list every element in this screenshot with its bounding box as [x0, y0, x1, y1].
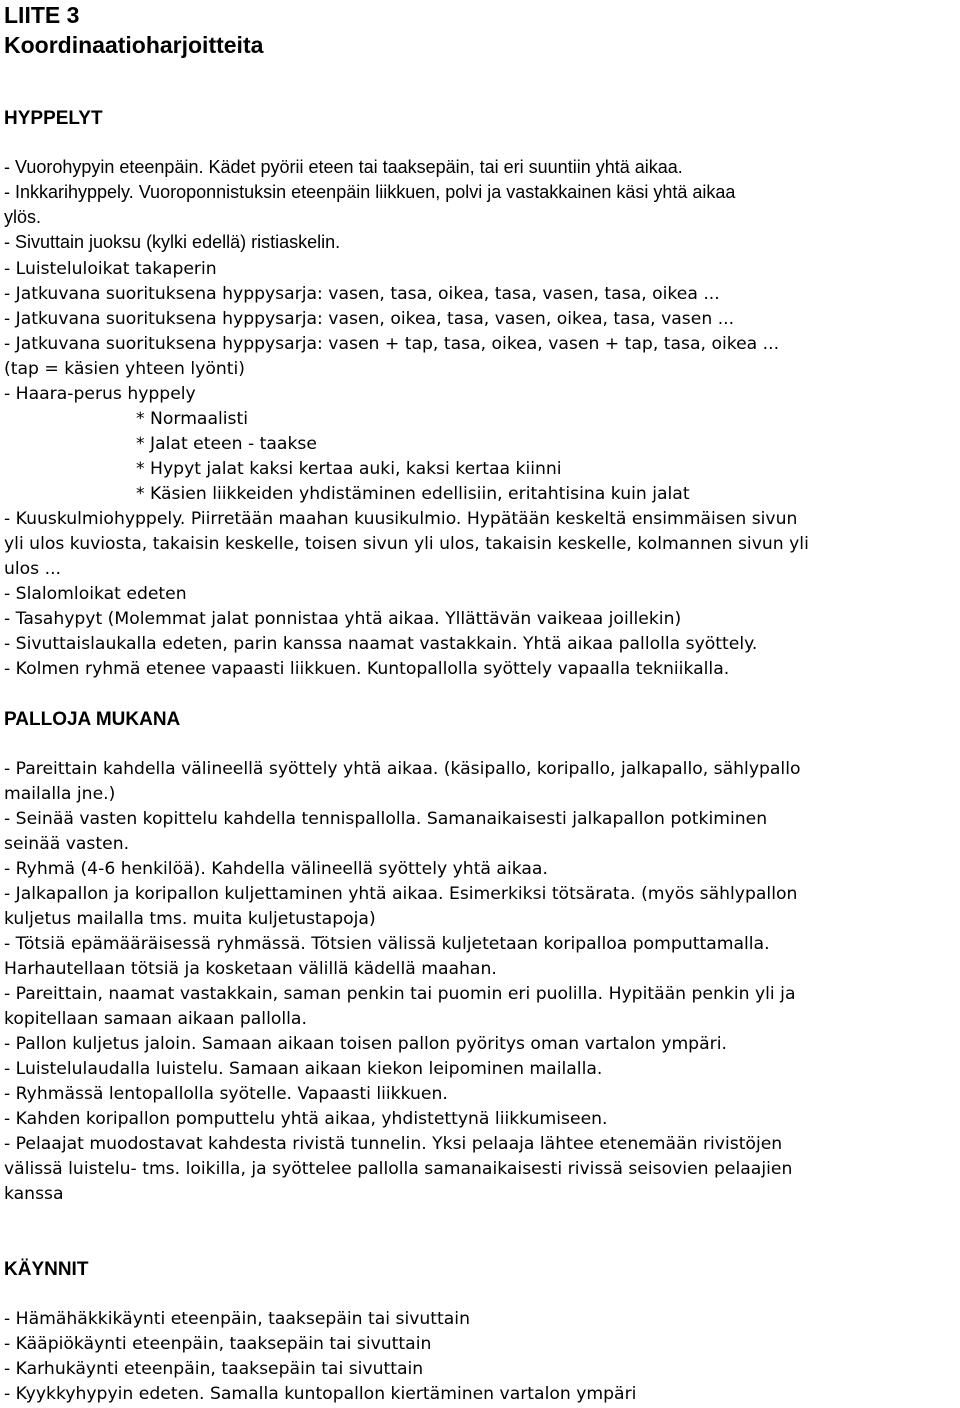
text-line: kopitellaan samaan aikaan pallolla.	[4, 1009, 307, 1029]
text-line: kanssa	[4, 1184, 64, 1204]
text-line: (tap = käsien yhteen lyönti)	[4, 359, 245, 379]
text-line: - Pareittain kahdella välineellä syöttely yhtä aikaa. (käsipallo, koripallo, jalkapallo, sählypallo	[4, 759, 801, 779]
text-line: * Hypyt jalat kaksi kertaa auki, kaksi kertaa kiinni	[136, 459, 562, 479]
text-line: - Slalomloikat edeten	[4, 584, 187, 604]
text-line: mailalla jne.)	[4, 784, 116, 804]
text-line: - Luistelulaudalla luistelu. Samaan aikaan kiekon leipominen mailalla.	[4, 1059, 603, 1079]
section-body-kaynnit	[4, 1307, 960, 1407]
text-line: - Pelaajat muodostavat kahdesta rivistä tunnelin. Yksi pelaaja lähtee etenemään rivistöjen	[4, 1134, 783, 1154]
title-line: Koordinaatioharjoitteita	[4, 32, 264, 58]
text-line: - Tötsiä epämääräisessä ryhmässä. Tötsien välissä kuljetetaan koripalloa pomputtamalla.	[4, 934, 770, 954]
text-line: - Inkkarihyppely. Vuoroponnistuksin eteenpäin liikkuen, polvi ja vastakkainen käsi yhtä aikaa	[4, 182, 736, 202]
text-line: - Jatkuvana suorituksena hyppysarja: vasen, tasa, oikea, tasa, vasen, tasa, oikea ...	[4, 284, 720, 304]
text-line: ulos ...	[4, 559, 61, 579]
text-line: Harhautellaan tötsiä ja kosketaan välillä kädellä maahan.	[4, 959, 497, 979]
title-line: LIITE 3	[4, 2, 80, 28]
text-line: kuljetus mailalla tms. muita kuljetustapoja)	[4, 909, 376, 929]
text-line: * Käsien liikkeiden yhdistäminen edellisiin, eritahtisina kuin jalat	[136, 484, 690, 504]
text-line: - Sivuttaislaukalla edeten, parin kanssa naamat vastakkain. Yhtä aikaa pallolla syöttely.	[4, 634, 758, 654]
text-line: välissä luistelu- tms. loikilla, ja syöttelee pallolla samanaikaisesti rivissä seisovien pelaajien	[4, 1159, 793, 1179]
section-heading-hyppelyt: HYPPELYT	[4, 108, 103, 129]
text-line: - Kolmen ryhmä etenee vapaasti liikkuen. Kuntopallolla syöttely vapaalla tekniikalla.	[4, 659, 730, 679]
text-line: - Karhukäynti eteenpäin, taaksepäin tai sivuttain	[4, 1359, 424, 1379]
text-line: - Kuuskulmiohyppely. Piirretään maahan kuusikulmio. Hypätään keskeltä ensimmäisen sivun	[4, 509, 798, 529]
text-line: - Haara-perus hyppely	[4, 384, 196, 404]
text-line: * Jalat eteen - taakse	[136, 434, 317, 454]
text-line: - Jalkapallon ja koripallon kuljettaminen yhtä aikaa. Esimerkiksi tötsärata. (myös sählypallon	[4, 884, 798, 904]
text-line: - Vuorohypyin eteenpäin. Kädet pyörii eteen tai taaksepäin, tai eri suuntiin yhtä aikaa.	[4, 157, 683, 177]
section-body-hyppelyt-cont	[4, 257, 960, 682]
section-body-palloja-mukana	[4, 757, 960, 1207]
section-heading-kaynnit: KÄYNNIT	[4, 1259, 89, 1280]
section-body-hyppelyt	[4, 155, 960, 255]
text-line: - Jatkuvana suorituksena hyppysarja: vasen, oikea, tasa, vasen, oikea, tasa, vasen ...	[4, 309, 735, 329]
text-line: - Hämähäkkikäynti eteenpäin, taaksepäin tai sivuttain	[4, 1309, 470, 1329]
text-line: - Kahden koripallon pomputtelu yhtä aikaa, yhdistettynä liikkumiseen.	[4, 1109, 608, 1129]
text-line: - Luisteluloikat takaperin	[4, 259, 217, 279]
document-title	[4, 0, 263, 60]
text-line: * Normaalisti	[136, 409, 249, 429]
text-line: - Pallon kuljetus jaloin. Samaan aikaan toisen pallon pyöritys oman vartalon ympäri.	[4, 1034, 727, 1054]
text-line: - Ryhmässä lentopallolla syötelle. Vapaasti liikkuen.	[4, 1084, 448, 1104]
section-heading-palloja-mukana: PALLOJA MUKANA	[4, 709, 181, 730]
text-line: - Jatkuvana suorituksena hyppysarja: vasen + tap, tasa, oikea, vasen + tap, tasa, oikea ...	[4, 334, 780, 354]
text-line: yli ulos kuviosta, takaisin keskelle, toisen sivun yli ulos, takaisin keskelle, kolmannen sivun yli	[4, 534, 809, 554]
text-line: - Tasahypyt (Molemmat jalat ponnistaa yhtä aikaa. Yllättävän vaikeaa joillekin)	[4, 609, 682, 629]
text-line: - Seinää vasten kopittelu kahdella tennispallolla. Samanaikaisesti jalkapallon potkiminen	[4, 809, 768, 829]
text-line: - Pareittain, naamat vastakkain, saman penkin tai puomin eri puolilla. Hypitään penkin yli ja	[4, 984, 796, 1004]
text-line: - Kääpiökäynti eteenpäin, taaksepäin tai sivuttain	[4, 1334, 432, 1354]
text-line: - Sivuttain juoksu (kylki edellä) ristiaskelin.	[4, 232, 341, 252]
text-line: ylös.	[4, 207, 42, 227]
text-line: - Kyykkyhypyin edeten. Samalla kuntopallon kiertäminen vartalon ympäri	[4, 1384, 637, 1404]
text-line: seinää vasten.	[4, 834, 130, 854]
text-line: - Ryhmä (4-6 henkilöä). Kahdella välineellä syöttely yhtä aikaa.	[4, 859, 548, 879]
